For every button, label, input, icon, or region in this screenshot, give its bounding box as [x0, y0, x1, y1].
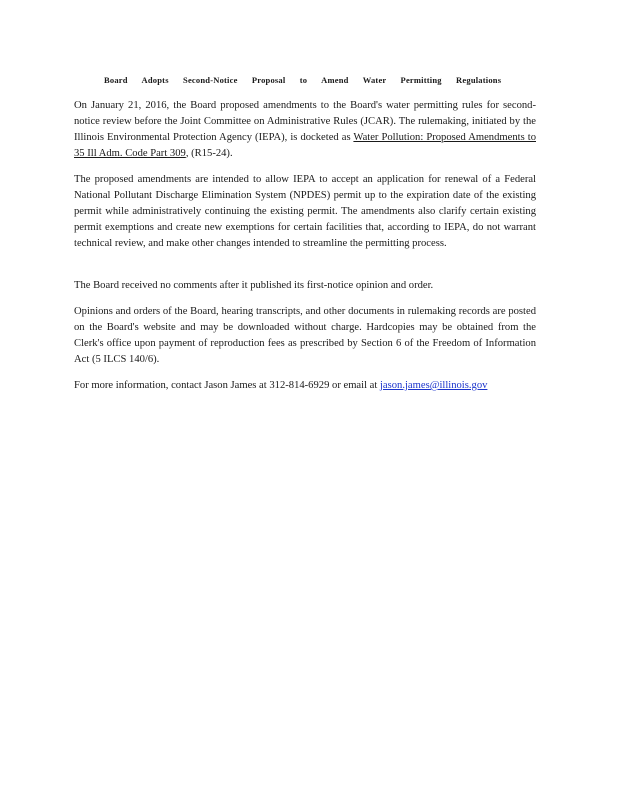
docket-title-link[interactable]: Water Pollution: Proposed Amendments to 35 Ill Adm. Code Part 309: [74, 132, 536, 159]
paragraph-contact: [74, 378, 536, 394]
document-title: Board Adopts Second-Notice Proposal to Amend Water Permitting Regulations: [104, 75, 502, 85]
paragraph-amendments: The proposed amendments are intended to allow IEPA to accept an application for renewal of a Federal National Pollutant Discharge Elimination System (NPDES) permit up to the expiration date of the existing permit while administratively continuing the existing permit. The amendments also clarify certain existing permit exemptions and create new exemptions for certain facilities that, according to IEPA, do not warrant technical review, and make other changes intended to streamline the permitting process.: [74, 174, 536, 249]
contact-text: For more information, contact Jason James at 312-814-6929 or email at: [74, 380, 380, 391]
email-link[interactable]: jason.james@illinois.gov: [379, 380, 488, 391]
paragraph-proposal-text: On January 21, 2016, the Board proposed amendments to the Board's water permitting rules for second-notice review before the Joint Committee on Administrative Rules (JCAR). The rulemaking, initiated by the Illinois Environmental Protection Agency (IEPA), is docketed as: [74, 100, 536, 143]
docket-number-text: , (R15-24).: [185, 148, 233, 159]
paragraph-documents: Opinions and orders of the Board, hearing transcripts, and other documents in rulemaking records are posted on the Board's website and may be downloaded without charge. Hardcopies may be obtained from the Clerk's office upon payment of reproduction fees as prescribed by Section 6 of the Freedom of Information Act (5 ILCS 140/6).: [74, 306, 536, 365]
paragraph-proposal-summary: [74, 98, 536, 162]
paragraph-comments: The Board received no comments after it published its first-notice opinion and order.: [74, 280, 434, 291]
